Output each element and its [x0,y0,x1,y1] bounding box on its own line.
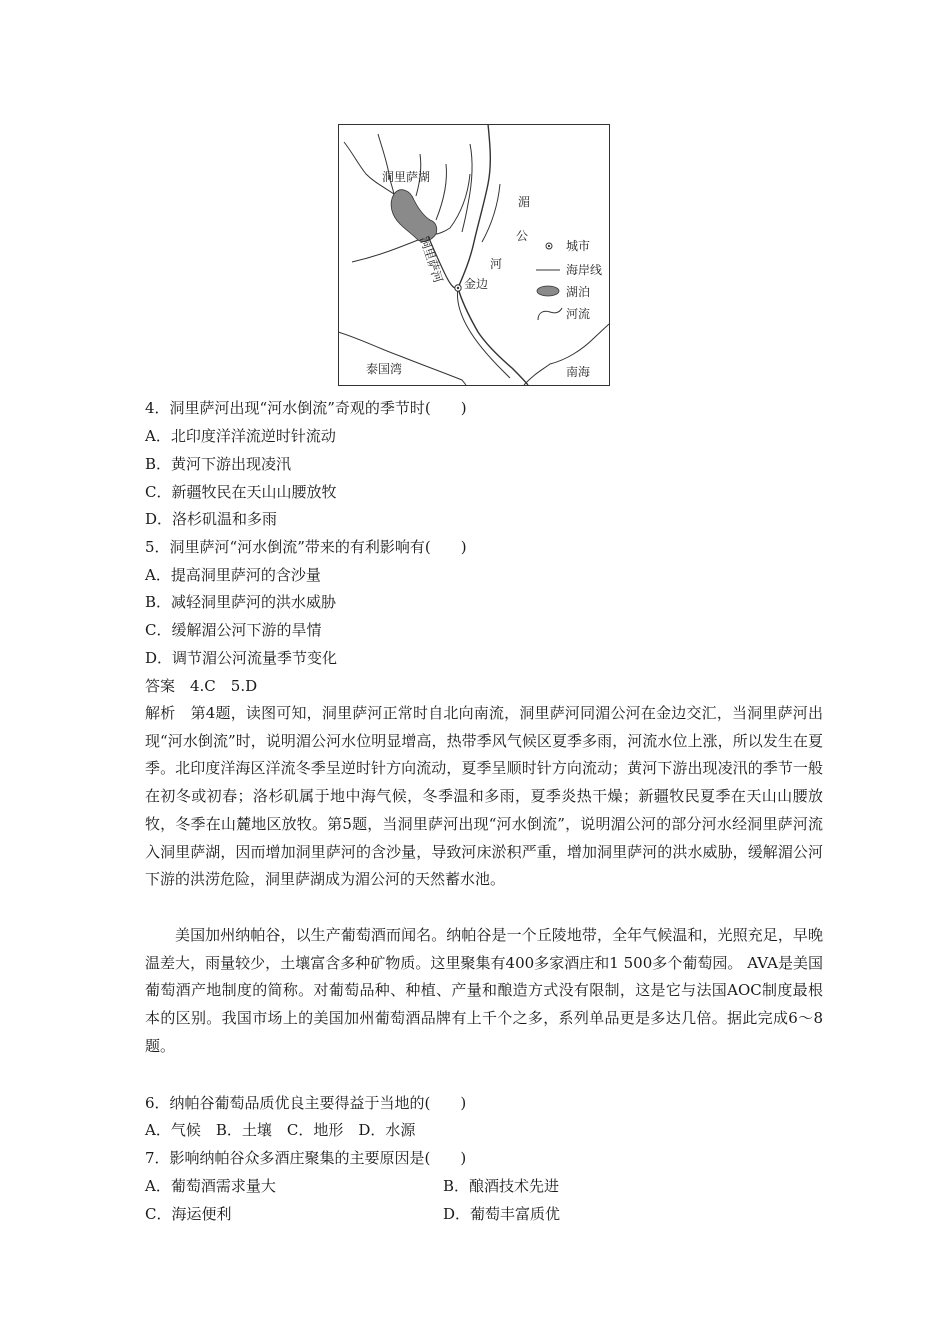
q4-stem: 4．洞里萨河出现“河水倒流”奇观的季节时( ) [145,399,467,417]
label-mekong-2: 公 [516,229,529,243]
q6-stem: 6．纳帕谷葡萄品质优良主要得益于当地的( ) [145,1094,467,1112]
q4-option-c: C．新疆牧民在天山山腰放牧 [145,483,337,501]
q6-options: A．气候 B．土壤 C．地形 D．水源 [145,1121,416,1139]
lake-icon [537,286,559,296]
q5-option-d: D．调节湄公河流量季节变化 [145,649,338,667]
q7-stem: 7．影响纳帕谷众多酒庄聚集的主要原因是( ) [145,1149,467,1167]
q4-option-a: A．北印度洋洋流逆时针流动 [145,427,336,445]
q4-option-d: D．洛杉矶温和多雨 [145,510,278,528]
q7-option-a: A．葡萄酒需求量大 [145,1177,276,1195]
label-mekong-3: 河 [490,257,503,271]
label-mekong-1: 湄 [518,195,531,209]
label-gulf-of-thailand: 泰国湾 [366,362,403,376]
q7-option-b: B．酿酒技术先进 [443,1177,560,1195]
map-frame [339,125,610,386]
city-dot-icon [457,287,459,289]
q5-option-a: A．提高洞里萨河的含沙量 [145,566,321,584]
answer-line: 答案 4.C 5.D [145,677,258,695]
legend-lake-label: 湖泊 [566,285,591,299]
label-tonle-sap-river: 洞里萨河 [417,234,446,285]
legend-coastline-label: 海岸线 [566,263,603,277]
mekong-map [338,124,610,386]
label-south-sea: 南海 [566,365,591,379]
city-icon-dot [548,245,550,247]
analysis-paragraph: 解析 第4题，读图可知，洞里萨河正常时自北向南流，洞里萨河同湄公河在金边交汇，当洞里萨河出现“河水倒流”时，说明湄公河水位明显增高，热带季风气候区夏季多雨，河流水位上涨，所以发生在夏季。北印度洋海区洋流冬季呈逆时针方向流动，夏季呈顺时针方向流动；黄河下游出现凌汛的季节一般在初冬或初春；洛杉矶属于地中海气候，冬季温和多雨，夏季炎热干燥；新疆牧民夏季在天山山腰放牧，冬季在山麓地区放牧。第5题，当洞里萨河出现“河水倒流”，说明湄公河的部分河水经洞里萨河流入洞里萨湖，因而增加洞里萨河的含沙量，导致河床淤积严重，增加洞里萨河的洪水威胁，缓解湄公河下游的洪涝危险，洞里萨湖成为湄公河的天然蓄水池。 [145,704,823,889]
q5-stem: 5．洞里萨河“河水倒流”带来的有利影响有( ) [145,538,467,556]
q5-option-c: C．缓解湄公河下游的旱情 [145,621,322,639]
label-lake: 洞里萨湖 [382,170,431,184]
passage-paragraph: 美国加州纳帕谷，以生产葡萄酒而闻名。纳帕谷是一个丘陵地带，全年气候温和，光照充足，早晚温差大，雨量较少，土壤富含多种矿物质。这里聚集有400多家酒庄和1 500多个葡萄园。 AVA是美国葡萄酒产地制度的简称。对葡萄品种、种植、产量和酿造方式没有限制，这是它与法国AOC制度最根本的区别。我国市场上的美国加州葡萄酒品牌有上千个之多，系列单品更是多达几倍。据此完成6～8题。 [145,926,823,1055]
legend-city-label: 城市 [566,239,591,253]
q7-option-d: D．葡萄丰富质优 [443,1205,561,1223]
q4-option-b: B．黄河下游出现凌汛 [145,455,292,473]
label-phnom-penh: 金边 [464,277,489,291]
legend-river-label: 河流 [566,307,591,321]
q7-option-c: C．海运便利 [145,1205,232,1223]
map-svg [338,124,610,386]
q5-option-b: B．减轻洞里萨河的洪水威胁 [145,593,337,611]
